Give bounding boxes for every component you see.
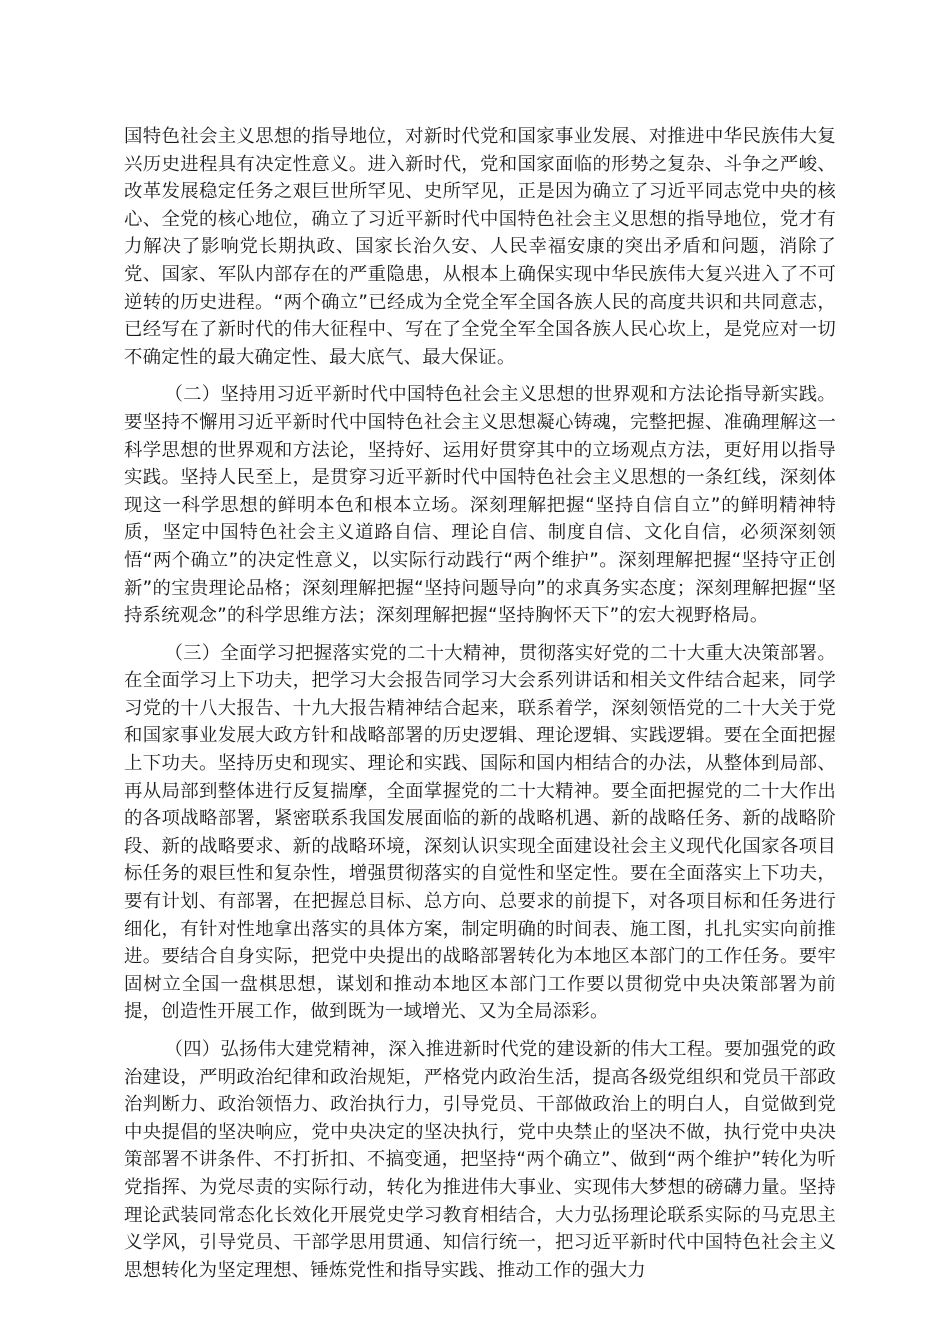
paragraph-section-2: （二）坚持用习近平新时代中国特色社会主义思想的世界观和方法论指导新实践。要坚持不懈用习近平新时代中国特色社会主义思想凝心铸魂，完整把握、准确理解这一科学思想的世界观和方法论，坚持好、运用好贯穿其中的立场观点方法，更好用以指导实践。坚持人民至上，是贯穿习近平新时代中国特色社会主义思想的一条红线，深刻体现这一科学思想的鲜明本色和根本立场。深刻理解把握“坚持自信自立”的鲜明精神特质，坚定中国特色社会主义道路自信、理论自信、制度自信、文化自信，必须深刻领悟“两个确立”的决定性意义，以实际行动践行“两个维护”。深刻理解把握“坚持守正创新”的宝贵理论品格；深刻理解把握“坚持问题导向”的求真务实态度；深刻理解把握“坚持系统观念”的科学思维方法；深刻理解把握“坚持胸怀天下”的宏大视野格局。 (124, 384, 836, 627)
paragraph-section-3: （三）全面学习把握落实党的二十大精神，贯彻落实好党的二十大重大决策部署。在全面学习上下功夫，把学习大会报告同学习大会系列讲话和相关文件结合起来，同学习党的十八大报告、十九大报告精神结合起来，联系着学，深刻领悟党的二十大关于党和国家事业发展大政方针和战略部署的历史逻辑、理论逻辑、实践逻辑。要在全面把握上下功夫。坚持历史和现实、理论和实践、国际和国内相结合的办法，从整体到局部、再从局部到整体进行反复揣摩，全面掌握党的二十大精神。要全面把握党的二十大作出的各项战略部署，紧密联系我国发展面临的新的战略机遇、新的战略任务、新的战略阶段、新的战略要求、新的战略环境，深刻认识实现全面建设社会主义现代化国家各项目标任务的艰巨性和复杂性，增强贯彻落实的自觉性和坚定性。要在全面落实上下功夫，要有计划、有部署，在把握总目标、总方向、总要求的前提下，对各项目标和任务进行细化，有针对性地拿出落实的具体方案，制定明确的时间表、施工图，扎扎实实向前推进。要结合自身实际，把党中央提出的战略部署转化为本地区本部门的工作任务。要牢固树立全国一盘棋思想，谋划和推动本地区本部门工作要以贯彻党中央决策部署为前提，创造性开展工作，做到既为一域增光、又为全局添彩。 (124, 642, 836, 1023)
paragraph-section-4: （四）弘扬伟大建党精神，深入推进新时代党的建设新的伟大工程。要加强党的政治建设，严明政治纪律和政治规矩，严格党内政治生活，提高各级党组织和党员干部政治判断力、政治领悟力、政治执行力，引导党员、干部做政治上的明白人，自觉做到党中央提倡的坚决响应，党中央决定的坚决执行，党中央禁止的坚决不做，执行党中央决策部署不讲条件、不打折扣、不搞变通，把坚持“两个确立”、做到“两个维护”转化为听党指挥、为党尽责的实际行动，转化为推进伟大事业、实现伟大梦想的磅礴力量。坚持理论武装同常态化长效化开展党史学习教育相结合，大力弘扬理论联系实际的马克思主义学风，引导党员、干部学思用贯通、知信行统一，把习近平新时代中国特色社会主义思想转化为坚定理想、锤炼党性和指导实践、推动工作的强大力 (124, 1039, 836, 1281)
paragraph-continuation: 国特色社会主义思想的指导地位，对新时代党和国家事业发展、对推进中华民族伟大复兴历史进程具有决定性意义。进入新时代，党和国家面临的形势之复杂、斗争之严峻、改革发展稳定任务之艰巨世所罕见、史所罕见，正是因为确立了习近平同志党中央的核心、全党的核心地位，确立了习近平新时代中国特色社会主义思想的指导地位，党才有力解决了影响党长期执政、国家长治久安、人民幸福安康的突出矛盾和问题，消除了党、国家、军队内部存在的严重隐患，从根本上确保实现中华民族伟大复兴进入了不可逆转的历史进程。“两个确立”已经成为全党全军全国各族人民的高度共识和共同意志，已经写在了新时代的伟大征程中、写在了全党全军全国各族人民心坎上，是党应对一切不确定性的最大确定性、最大底气、最大保证。 (124, 126, 836, 368)
document-body (124, 123, 836, 1294)
